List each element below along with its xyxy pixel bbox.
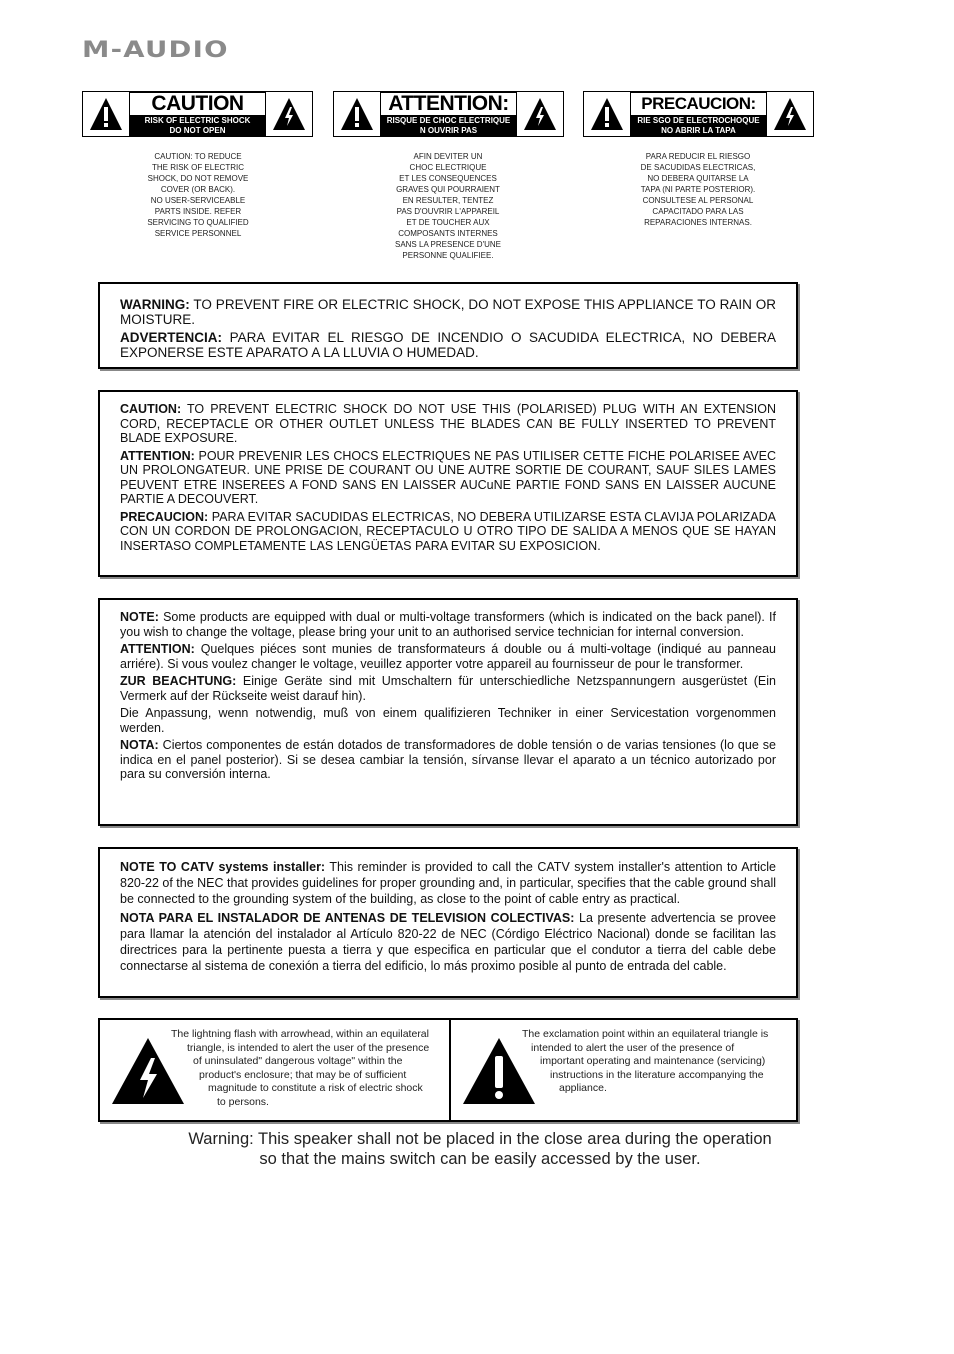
note-paragraph: NOTE: Some products are equipped with dual or multi-voltage transformers (which is indicated on the back panel). If you wish to change the voltage, please bring your unit to an authorised service technician for internal conversion. (120, 610, 776, 639)
exclamation-triangle-icon (590, 97, 624, 131)
attention-label (333, 91, 564, 137)
warning-paragraph: WARNING: TO PREVENT FIRE OR ELECTRIC SHOCK, DO NOT EXPOSE THIS APPLIANCE TO RAIN OR MOISTURE. (120, 297, 776, 327)
precaucion-paragraph: PRECAUCION: PARA EVITAR SACUDIDAS ELECTRICAS, NO DEBERA UTILIZARSE ESTA CLAVIJA POLARIZADA CON UN CORDON DE PROLONGACION, RECEPTACULO U OTRO TIPO DE SALIDA A MENOS QUE SE HAYAN INSERTASO COMPLETAMENTE LAS LENGÜETAS PARA EVITAR SU EXPOSICION. (120, 509, 776, 553)
caution-label (82, 91, 313, 137)
catv-nota-paragraph: NOTA PARA EL INSTALADOR DE ANTENAS DE TELEVISION COLECTIVAS: La presente advertencia se provee para llamar la atención del instalador al Artículo 820-22 de NEC (Córdigo Eléctrico Nacional) donde se facilitan las directrices para la pertinente puesta a tierra y que especifica en particular que el condutor a tierra del cable debe connectarse al sistema de conexión a tierra del edificio, lo más proximo posible al punto de entrada del cable. (120, 911, 776, 973)
exclamation-explanation-text: The exclamation point within an equilateral triangle is intended to alert the user of the presence of important operating and maintenance (servicing) instructions in the literature accompanying the appliance. (522, 1028, 769, 1094)
attention-paragraph: ATTENTION: POUR PREVENIR LES CHOCS ELECTRIQUES NE PAS UTILISER CETTE FICHE POLARISEE AVEC UN PROLONGATEUR. UNE PRISE DE COURANT OU UNE AUTRE SORTIE DE COURANT, SAUF SILES LAMES PEUVENT ETRE INSEREES A FOND SANS EN LAISSER AUCuNE PARTIE FOND SANS EN LAISSER AUCUNE PARTIE A DECOUVERT. (120, 448, 776, 506)
voltage-note-box (98, 598, 798, 826)
anpassung-paragraph: Die Anpassung, wenn notwendig, muß von einem qualifizieren Techniker in einer Servicestation vorgenommen werden. (120, 706, 776, 735)
precaucion-note: PARA REDUCIR EL RIESGO DE SACUDIDAS ELECTRICAS, NO DEBERA QUITARSE LA TAPA (NI PARTE POSTERIOR). CONSULTESE AL PERSONAL CAPACITADO PARA LAS REPARACIONES INTERNAS. (640, 152, 756, 227)
attention-note: AFIN DEVITER UN CHOC ELECTRIQUE ET LES CONSEQUENCES GRAVES QUI POURRAIENT EN RESULTER, TENTEZ PAS D'OUVRIR L'APPAREIL ET DE TOUCHER AUX COMPOSANTS INTERNES SANS LA PRESENCE D'UNE PERSONNE QUALIFIEE. (394, 152, 501, 260)
lightning-explanation (100, 1020, 449, 1120)
advertencia-paragraph: ADVERTENCIA: PARA EVITAR EL RIESGO DE INCENDIO O SACUDIDA ELECTRICA, NO DEBERA EXPONERSE ESTE APARATO A LA LLUVIA O HUMEDAD. (120, 330, 776, 360)
exclamation-triangle-icon (340, 97, 374, 131)
lightning-explanation-text: The lightning flash with arrowhead, within an equilateral triangle, is intended to alert the user of the presence of uninsulated" dangerous voltage" within the product's enclosure; that may be of sufficient magnitude to constitute a risk of electric shock to persons. (171, 1028, 430, 1108)
caution-note: CAUTION: TO REDUCE THE RISK OF ELECTRIC SHOCK, DO NOT REMOVE COVER (OR BACK). NO USER-SERVICEABLE PARTS INSIDE. REFER SERVICING TO QUALIFIED SERVICE PERSONNEL (147, 152, 249, 238)
catv-note-paragraph: NOTE TO CATV systems installer: This reminder is provided to call the CATV system installer's attention to Article 820-22 of the NEC that provides guidelines for proper grounding and, in particular, specifies that the cable ground shall be connected to the grounding system of the building, as close to the point of cable entry as practical. (120, 860, 776, 906)
catv-note-box (98, 847, 798, 998)
label-heading: PRECAUCION: (631, 93, 766, 115)
nota-paragraph: NOTA: Ciertos componentes de están dotados de transformadores de doble tensión o de varias tensiones (lo que se indica en el panel posterior). Si se desea cambiar la tensión, sírvanse llevar el aparato a un técnico autorizado por para su conversión interna. (120, 738, 776, 781)
attention-paragraph: ATTENTION: Quelques piéces sont munies de transformateurs á double ou á multi-voltage (indiqué au panneau arriére). Si vous voulez changer le voltage, veuillez apporter votre appareil au fournisseur de pour le transformer. (120, 642, 776, 671)
caution-paragraph: CAUTION: TO PREVENT ELECTRIC SHOCK DO NOT USE THIS (POLARISED) PLUG WITH AN EXTENSION CORD, RECEPTACLE OR OTHER OUTLET UNLESS THE BLADES CAN BE FULLY INSERTED TO PREVENT BLADE EXPOSURE. (120, 402, 776, 445)
warning-box (98, 282, 798, 369)
label-subtitle: RISK OF ELECTRIC SHOCK DO NOT OPEN (144, 116, 251, 135)
label-subtitle: RISQUE DE CHOC ELECTRIQUE N OUVRIR PAS (386, 116, 511, 135)
brand-logo: M-AUDIO (82, 38, 229, 63)
symbol-explanation-table (98, 1018, 798, 1122)
exclamation-triangle-icon (89, 97, 123, 131)
label-subtitle: RIE SGO DE ELECTROCHOQUE NO ABRIR LA TAPA (637, 116, 760, 135)
exclamation-explanation (449, 1020, 800, 1120)
zur-beachtung-paragraph: ZUR BEACHTUNG: Einige Geräte sind mit Umschaltern für unterschiedliche Netzspannungern ausgerüstet (Ein Vermerk auf der Rückseite weist darauf hin). (120, 674, 776, 703)
label-heading: ATTENTION: (381, 93, 516, 115)
label-heading: CAUTION (130, 93, 265, 115)
lightning-triangle-icon (523, 97, 557, 131)
speaker-placement-warning: Warning: This speaker shall not be placed in the close area during the operation so that the mains switch can be easily accessed by the user. (188, 1130, 772, 1168)
polarised-plug-box (98, 390, 798, 577)
lightning-triangle-icon (272, 97, 306, 131)
precaucion-label (583, 91, 814, 137)
lightning-triangle-icon (773, 97, 807, 131)
